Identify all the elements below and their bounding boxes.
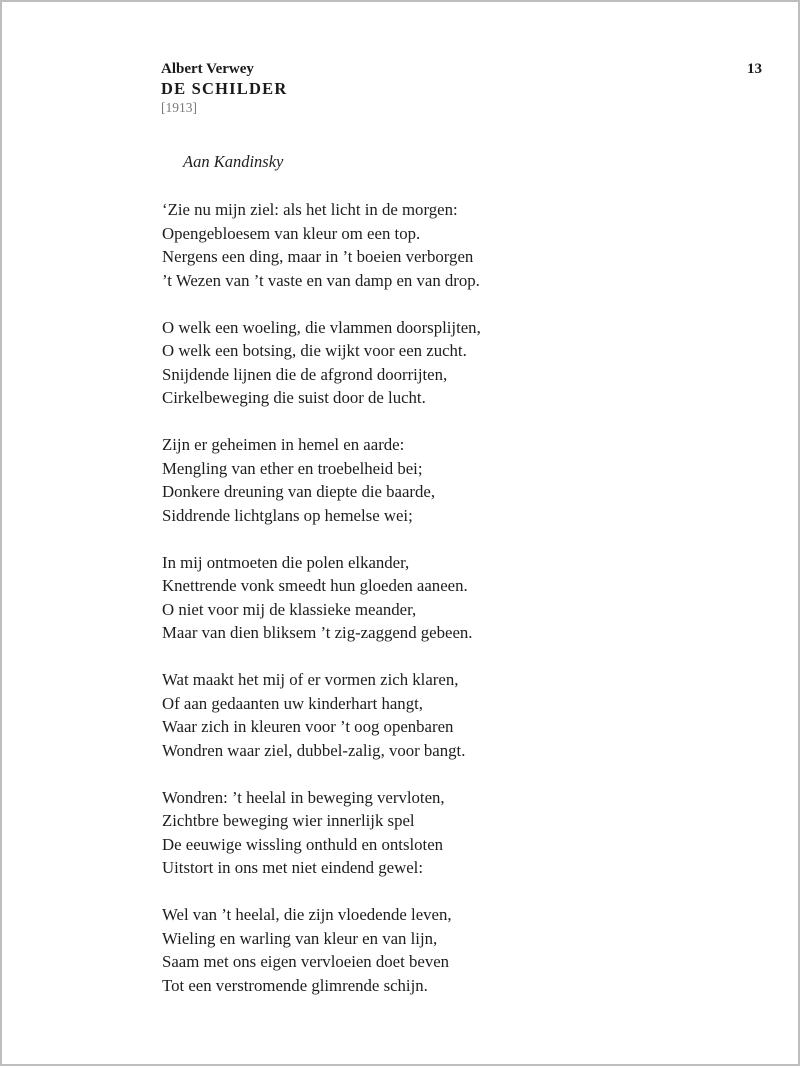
poem-line: Mengling van ether en troebelheid bei; bbox=[162, 458, 423, 478]
stanza bbox=[162, 903, 481, 997]
poem-line: Waar zich in kleuren voor ’t oog openbaren bbox=[162, 717, 454, 736]
poem-year: [1913] bbox=[161, 100, 197, 115]
author-name: Albert Verwey bbox=[161, 61, 254, 77]
page-number: 13 bbox=[747, 61, 762, 77]
poem-line: Cirkelbeweging die suist door de lucht. bbox=[162, 388, 426, 407]
poem-line: Zichtbre beweging wier innerlijk spel bbox=[162, 811, 415, 830]
poem-line: Siddrende lichtglans op hemelse wei; bbox=[162, 505, 413, 525]
poem-line: Maar van dien bliksem ’t zig-zaggend gebeen. bbox=[162, 623, 473, 642]
poem-line: Wieling en warling van kleur en van lijn, bbox=[162, 928, 438, 948]
poem-line: Zijn er geheimen in hemel en aarde: bbox=[162, 435, 405, 454]
poem-body bbox=[162, 198, 481, 1021]
poem-line: Donkere dreuning van diepte die baarde, bbox=[162, 482, 436, 501]
poem-line: O welk een botsing, die wijkt voor een zucht. bbox=[162, 341, 467, 360]
poem-title: DE SCHILDER bbox=[161, 79, 288, 98]
poem-line: Wel van ’t heelal, die zijn vloedende leven, bbox=[162, 905, 452, 924]
poem-header bbox=[161, 60, 287, 117]
poem-line: Opengebloesem van kleur om een top. bbox=[162, 223, 421, 243]
stanza bbox=[162, 551, 481, 645]
stanza bbox=[162, 786, 481, 880]
stanza bbox=[162, 198, 481, 292]
poem-line: In mij ontmoeten die polen elkander, bbox=[162, 552, 410, 572]
poem-line: De eeuwige wissling onthuld en ontsloten bbox=[162, 834, 444, 854]
poem-line: Saam met ons eigen vervloeien doet beven bbox=[162, 952, 450, 971]
poem-line: O welk een woeling, die vlammen doorsplijten, bbox=[162, 317, 481, 337]
poem-line: Snijdende lijnen die de afgrond doorrijten, bbox=[162, 364, 448, 384]
stanza bbox=[162, 668, 481, 762]
poem-line: Of aan gedaanten uw kinderhart hangt, bbox=[162, 693, 423, 713]
poem-line: Knettrende vonk smeedt hun gloeden aaneen. bbox=[162, 576, 468, 595]
poem-line: Wondren waar ziel, dubbel-zalig, voor bangt. bbox=[162, 740, 466, 760]
poem-line: Wat maakt het mij of er vormen zich klaren, bbox=[162, 670, 459, 689]
stanza bbox=[162, 433, 481, 527]
poem-line: Nergens een ding, maar in ’t boeien verborgen bbox=[162, 247, 474, 266]
poem-line: ‘Zie nu mijn ziel: als het licht in de morgen: bbox=[162, 200, 458, 219]
poem-line: O niet voor mij de klassieke meander, bbox=[162, 599, 417, 619]
dedication: Aan Kandinsky bbox=[183, 152, 284, 171]
poem-line: Uitstort in ons met niet eindend gewel: bbox=[162, 858, 423, 877]
stanza bbox=[162, 316, 481, 410]
poem-line: ’t Wezen van ’t vaste en van damp en van drop. bbox=[162, 270, 480, 290]
poem-line: Wondren: ’t heelal in beweging vervloten, bbox=[162, 787, 445, 807]
poem-line: Tot een verstromende glimrende schijn. bbox=[162, 975, 428, 995]
